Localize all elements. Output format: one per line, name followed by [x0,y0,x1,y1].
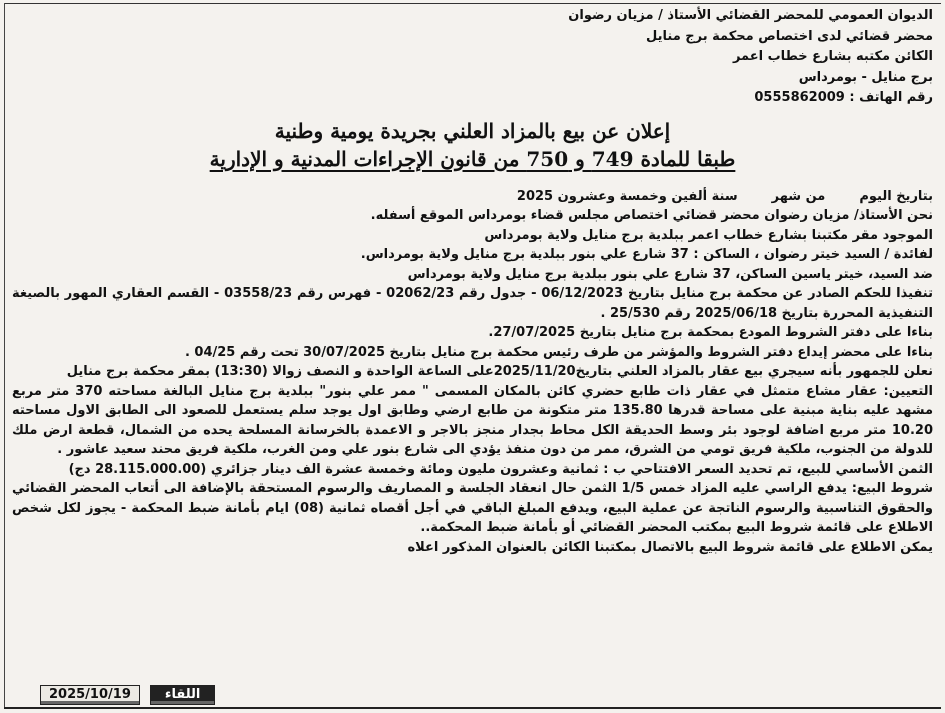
header-role: محضر قضائي لدى اختصاص محكمة برج منايل [646,28,933,44]
dateline [12,187,933,207]
paragraph-conditions-deposit: بناءا على دفتر الشروط المودع بمحكمة برج منايل بتاريخ 27/07/2025. [488,325,933,340]
notice-title [12,117,933,173]
publication-footer [40,685,215,705]
paragraph-sale-conditions: شروط البيع: يدفع الراسي عليه المزاد خمس 1/5 الثمن حال انعقاد الجلسة و المصاريف والرسوم المستحقة بالإضافة الى أتعاب المحضر القضائي والحقوق التناسبية والرسوم الناتجة عن عملية البيع، ويدفع المبلغ الباقي في أجل أقصاه ثمانية (08) ايام بأمانة ضبط المحكمة - يجوز لكل شخص الاطلاع على قائمة شروط البيع بمكتب المحضر القضائي أو بأمانة ضبط المحكمة.. [12,481,933,535]
paragraph-judgment: تنفيذا للحكم الصادر عن محكمة برج منايل بتاريخ 06/12/2023 - جدول رقم 02062/23 - فهرس رقم 03558/23 - القسم العقاري المهور بالصيغة التنفيذية المحررة بتاريخ 2025/06/18 رقم 25/530 . [12,286,933,321]
bailiff-header [12,6,933,109]
date-year: سنة ألفين وخمسة وعشرون 2025 [516,188,738,204]
date-day: بتاريخ اليوم [859,188,933,204]
paragraph-opening-price: الثمن الأساسي للبيع، تم تحديد السعر الافتتاحي ب : ثمانية وعشرون مليون ومائة وخمسة عشرة الف دينار جزائري (28.115.000.00 دج) [68,461,933,477]
paragraph-consultation: يمكن الاطلاع على قائمة شروط البيع بالاتصال بمكتبنا الكائن بالعنوان المذكور اعلاه [407,539,933,555]
notice-body [12,187,933,558]
paragraph-property-description: التعيين: عقار مشاع متمثل في عقار ذات طابع حضري كائن بالمكان المسمى " ممر علي بنور" ببلدية برج منايل البالغة مساحته 370 متر مربع مشهد عليه بناية مبنية على مساحة قدرها 135.80 متر متكونة من طابع ارضي وطابق اول يوجد سلم يستعمل للصعود الى الطابق الاول مساحته 10.20 متر مربع اضافة لوجود بئر وسط الحديقة الكل محاط بجدار منجز بالاجر و الاعمدة بالخرسانة المسلحة يحده من الشمال، قطعة ارض ملك للدولة من الجنوب، ملكية فريق تومي من الشرق، ممر من دون منفذ يؤدي الى شارع بنور علي ومن الغرب، ملكية فريق محند سعيد عاشور . [12,383,934,457]
paragraph-deposit-record: بناءا على محضر إيداع دفتر الشروط والمؤشر من طرف رئيس محكمة برج منايل بتاريخ 30/07/2025 تحت رقم 04/25 . [184,344,933,360]
title-line-2: طبقا للمادة 749 و 750 من قانون الإجراءات المدنية و الإدارية [209,146,736,171]
paragraph-bailiff: نحن الأستاذ/ مزيان رضوان محضر قضائي اختصاص مجلس قضاء بومرداس الموقع أسفله. [370,208,933,223]
header-address: الكائن مكتبه بشارع خطاب اعمر [732,49,933,64]
header-office: الديوان العمومي للمحضر القضائي الأستاذ / مزيان رضوان [568,8,933,23]
header-city: برج منايل - بومرداس [798,69,933,85]
paragraph-beneficiary: لفائدة / السيد خيتر رضوان ، الساكن : 37 شارع علي بنور ببلدية برج منايل ولاية بومرداس. [360,247,933,262]
frame-bottom-border [4,707,941,709]
paragraph-office: الموجود مقر مكتبنا بشارع خطاب اعمر ببلدية برج منايل ولاية بومرداس [484,227,933,243]
frame-top-border [4,3,941,4]
paragraph-defendant: ضد السيد، خيتر ياسين الساكن، 37 شارع علي بنور ببلدية برج منايل ولاية بومرداس [407,266,933,282]
header-phone: رقم الهاتف : 0555862009 [754,90,933,105]
publication-date: 2025/10/19 [40,685,140,705]
frame-left-border [4,3,5,709]
title-line-1: إعلان عن بيع بالمزاد العلني بجريدة يومية وطنية [274,118,671,143]
newspaper-name: اللقاء [150,685,216,705]
date-month: من شهر [771,188,826,204]
paragraph-auction-date: نعلن للجمهور بأنه سيجري بيع عقار بالمزاد العلني بتاريخ2025/11/20على الساعة الواحدة و النصف زوالا (13:30) بمقر محكمة برج منايل [66,364,933,379]
